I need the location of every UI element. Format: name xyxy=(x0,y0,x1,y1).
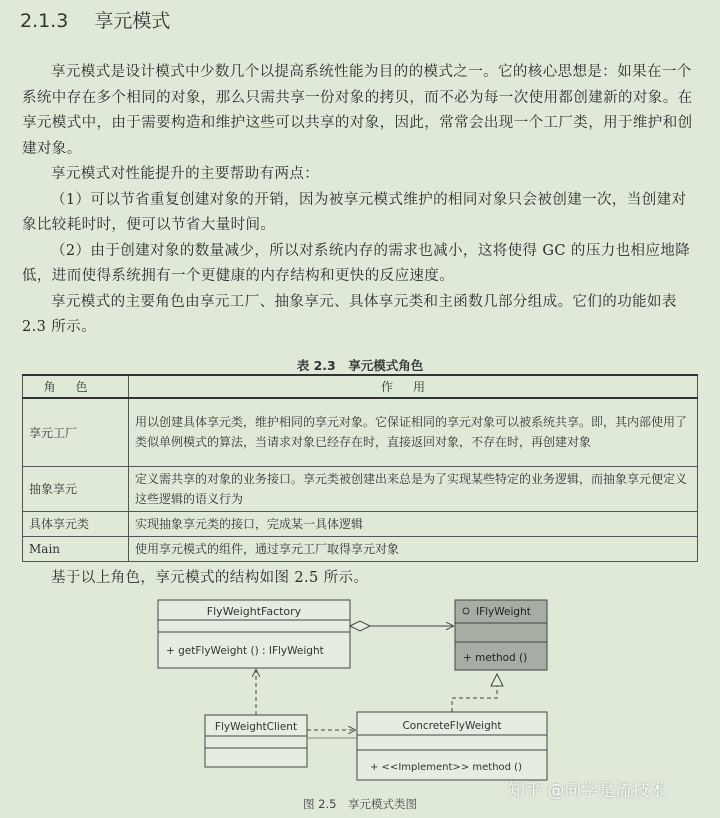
factory-class xyxy=(158,600,350,668)
interface-name: IFlyWeight xyxy=(476,606,531,618)
table-row xyxy=(23,511,698,536)
role-cell: 抽象享元 xyxy=(23,466,129,511)
interface-method: + method () xyxy=(463,652,528,664)
client-class xyxy=(205,715,307,767)
watermark: 知乎 @同学是流技术 xyxy=(508,781,667,801)
client-concrete-dependency xyxy=(307,730,357,738)
role-cell: Main xyxy=(23,536,129,561)
role-cell: 具体享元类 xyxy=(23,511,129,536)
paragraph-structure xyxy=(22,566,368,587)
table-row xyxy=(23,466,698,511)
role-cell: 享元工厂 xyxy=(23,398,129,466)
function-cell: 实现抽象享元类的接口，完成某一具体逻辑 xyxy=(129,511,698,536)
paragraph-benefit-1: （1）可以节省重复创建对象的开销，因为被享元模式维护的相同对象只会被创建一次，当创建对象比较耗时时，便可以节省大量时间。 xyxy=(22,191,687,233)
section-heading xyxy=(20,6,170,33)
concrete-class xyxy=(357,712,547,780)
table-caption: 表 2.3 享元模式角色 xyxy=(296,358,424,373)
table-header-row xyxy=(23,375,698,398)
function-cell: 用以创建具体享元类，维护相同的享元对象。它保证相同的享元对象可以被系统共享。即，其内部使用了类似单例模式的算法，当请求对象已经存在时，直接返回对象，不存在时，再创建对象 xyxy=(129,398,698,466)
header-role: 角色 xyxy=(23,375,129,398)
concrete-name: ConcreteFlyWeight xyxy=(402,720,502,732)
client-name: FlyWeightClient xyxy=(214,721,298,733)
roles-table xyxy=(22,374,698,562)
section-title: 享元模式 xyxy=(94,10,171,32)
factory-name: FlyWeightFactory xyxy=(206,605,302,618)
table-row xyxy=(23,398,698,466)
figure-caption: 图 2.5 享元模式类图 xyxy=(303,797,417,811)
paragraph-structure-text: 基于以上角色，享元模式的结构如图 2.5 所示。 xyxy=(51,570,369,586)
paragraph-intro: 享元模式是设计模式中少数几个以提高系统性能为目的的模式之一。它的核心思想是：如果在一个系统中存在多个相同的对象，那么只需共享一份对象的拷贝，而不必为每一次使用都创建新的对象。在享元模式中，由于需要构造和维护这些可以共享的对象，因此，常常会出现一个工厂类，用于维护和创建对象。 xyxy=(22,64,693,157)
concrete-method: + <<Implement>> method () xyxy=(370,762,522,773)
function-cell: 定义需共享的对象的业务接口。享元类被创建出来总是为了实现某些特定的业务逻辑，而抽象享元便定义这些逻辑的语义行为 xyxy=(129,466,698,511)
header-function: 作用 xyxy=(129,375,698,398)
paragraph-roles: 享元模式的主要角色由享元工厂、抽象享元、具体享元类和主函数几部分组成。它们的功能如表 2.3 所示。 xyxy=(22,293,677,335)
factory-method: + getFlyWeight () : IFlyWeight xyxy=(166,645,324,657)
function-cell: 使用享元模式的组件，通过享元工厂取得享元对象 xyxy=(129,536,698,561)
paragraph-benefit-2: （2）由于创建对象的数量减少，所以对系统内存的需求也减小，这将使得 GC 的压力也相应地降低，进而使得系统拥有一个更健康的内存结构和更快的反应速度。 xyxy=(22,242,691,284)
class-diagram xyxy=(0,590,720,795)
realization-line xyxy=(452,674,503,712)
aggregation-line xyxy=(350,621,453,631)
interface-class xyxy=(455,600,547,670)
table-row xyxy=(23,536,698,561)
body-text xyxy=(22,60,698,341)
section-number: 2.1.3 xyxy=(20,10,69,32)
paragraph-benefits-intro: 享元模式对性能提升的主要帮助有两点： xyxy=(51,166,320,182)
